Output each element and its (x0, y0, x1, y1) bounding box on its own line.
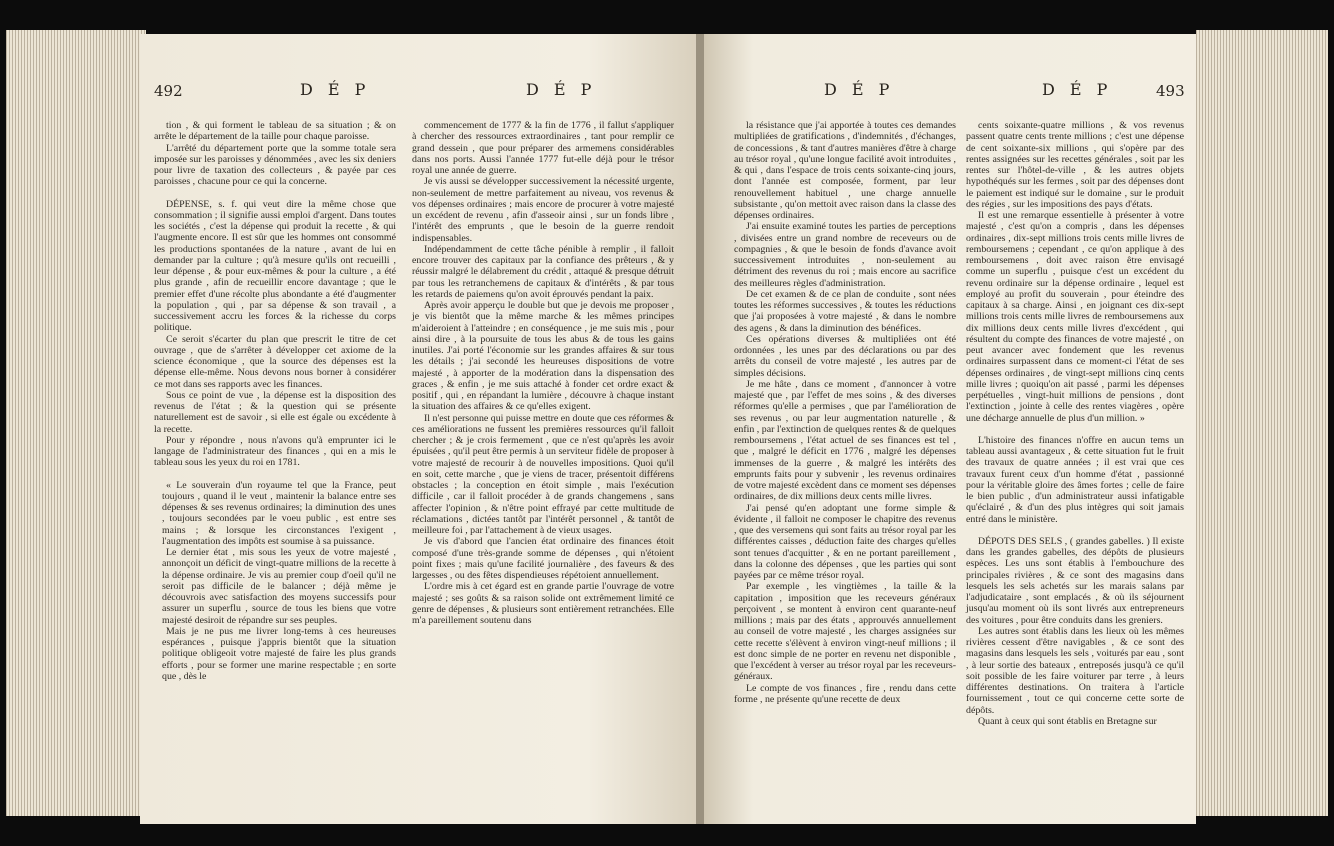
paragraph: cents soixante-quatre millions , & vos revenus passent quatre cents trente millions ; c'est une dépense de cent soixante-six millions , qui s'opère par des rentes assignées sur les recettes générales , soit par les rentes sur l'hôtel-de-ville , & les autres objets hypothéqués sur les fermes , soit par des dépenses dont le paiement est indiqué sur le domaine , sur le produit des régies , sur les impositions des pays d'états. (966, 120, 1184, 210)
right-page-column-1 (734, 120, 956, 705)
paragraph: Ces opérations diverses & multipliées ont été ordonnées , les unes par des déclarations ou par des arrêts du conseil de votre majesté , les autres par de simples décisions. (734, 333, 956, 379)
paragraph: L'ordre mis à cet égard est en grande partie l'ouvrage de votre majesté ; ses goûts & sa raison solide ont extrêmement limité ce genre de dépenses , & plusieurs sont entièrement retranchées. Elle m'a pareillement soutenu dans (412, 581, 674, 626)
paragraph: Il n'est personne qui puisse mettre en doute que ces réformes & ces améliorations ne fussent les premières ressources qu'il falloit chercher ; & je crois fermement , que ce n'est qu'après les avoir épuisées , qu'il peut être permis à un serviteur fidèle de proposer à votre majesté de recourir à de nouvelles impositions. Quoi qu'il en soit, cette marche , que je viens de tracer, présentoit différens obstacles ; la conception en étoit simple , mais l'exécution difficile , car il falloit procéder à de grands changemens , sans affecter l'opinion , & n'être point effrayé par cette multitude de réclamations , dictées tantôt par l'intérêt personnel , & tantôt de meilleure foi , par l'attachement à de vieux usages. (412, 412, 674, 536)
paragraph: L'histoire des finances n'offre en aucun tems un tableau aussi avantageux , & cette situation fut le fruit des travaux de quatre années ; il est vrai que ces travaux furent ceux d'un homme d'état , passionné pour la véritable gloire des âmes fortes ; celle de faire le bien public , d'un administrateur aussi infatigable qu'éclairé , & d'un des plus intègres qui soit jamais entré dans le ministère. (966, 434, 1184, 525)
left-page-column-1 (154, 120, 396, 682)
running-header-right-1: D É P (824, 80, 895, 99)
paragraph: Pour y répondre , nous n'avons qu'à emprunter ici le langage de l'administrateur des finances , qui en a mis le tableau sous les yeux du roi en 1781. (154, 434, 396, 469)
page-number-right: 493 (1156, 82, 1185, 100)
paragraph: Quant à ceux qui sont établis en Bretagne sur (978, 715, 1157, 727)
right-page-edges (1196, 30, 1328, 816)
left-page (140, 34, 700, 824)
open-book (6, 4, 1328, 842)
paragraph: tion , & qui forment le tableau de sa situation ; & on arrête le département de la taille pour chaque paroisse. (154, 120, 396, 143)
running-header-left-1: D É P (300, 80, 371, 99)
paragraph: Par exemple , les vingtièmes , la taille & la capitation , imposition que les receveurs généraux perçoivent , se montent à environ cent quarante-neuf millions ; mais par des états , approuvés annuellement au conseil de votre majesté , les charges assignées sur cette recette s'élèvent à environ vingt-neuf millions ; il est donc simple de ne porter en revenu net disponible , que l'excédent à verser au trésor royal par les receveurs-généraux. (734, 581, 956, 683)
running-header-right-2: D É P (1042, 80, 1113, 99)
paragraph: Après avoir apperçu le double but que je devois me proposer , je vis bientôt que la même marche & les mêmes principes m'aideroient à l'atteindre ; en conséquence , je me suis mis , pour ainsi dire , à la poursuite de tous les abus & de tous les gains inutiles. J'ai porté l'économie sur les grandes affaires & sur tous les détails ; j'ai secondé les heureuses dispositions de votre majesté , à apporter de la modération dans la dispensation des graces , & enfin , je me suis attaché à fonder cet ordre exact & positif , qui , en répandant la lumière , découvre à chaque instant la situation des affaires & ce qu'elles exigent. (412, 300, 674, 413)
paragraph: DÉPOTS DES SELS , ( grandes gabelles. ) Il existe dans les grandes gabelles, des dépôts de plusieurs espèces. Les uns sont établis à l'embouchure des principales rivières , & ce sont des magasins dans lesquels les sels achetés sur les marais salans par l'adjudicataire , sont emplacés , & où ils séjournent jusqu'au moment où ils sont livrés aux entrepreneurs des voitures , pour être conduits dans les greniers. (966, 535, 1184, 626)
paragraph: Le compte de vos finances , fire , rendu dans cette forme , ne présente qu'une recette de deux (734, 682, 956, 705)
paragraph: « Le souverain d'un royaume tel que la France, peut toujours , quand il le veut , maintenir la balance entre ses dépenses & ses revenus ordinaires; la diminution des unes , toujours secondées par le voeu public , est entre ses mains ; & lorsque les circonstances l'exigent , l'augmentation des impôts est soumise à sa puissance. (162, 479, 396, 547)
paragraph: Ce seroit s'écarter du plan que prescrit le titre de cet ouvrage , que de s'arrêter à développer cet axiome de la science économique , que la source des dépenses est la dépense elle-même. Nous devons nous borner à considérer ce mot dans ses rapports avec les finances. (154, 333, 396, 390)
right-page (704, 34, 1196, 824)
paragraph: L'arrêté du département porte que la somme totale sera imposée sur les paroisses y dénommées , avec les six deniers pour livre de taxation des collecteurs , & payée par ces paroisses , chacune pour ce qui la concerne. (154, 142, 396, 188)
paragraph: Je vis d'abord que l'ancien état ordinaire des finances étoit composé d'une très-grande somme de dépenses , qui n'étoient point fixes ; mais qu'une facilité journalière , des faveurs & des largesses , ou des fêtes dispendieuses répétoient annuellement. (412, 536, 674, 581)
paragraph: DÉPENSE, s. f. qui veut dire la même chose que consommation ; il signifie aussi emploi d'argent. Dans toutes les sociétés , c'est la dépense qui produit la recette , & qui l'augmente encore. Il est sûr que les hommes ont consommé les productions spontanées de la nature , avant de lui en demander par la culture ; qu'à mesure qu'ils ont recueilli , leur dépense , & pour eux-mêmes & pour la culture , a été plus grande , afin de recueillir encore davantage ; que le premier effet d'une récolte plus abondante a été d'augmenter la population , qui , par sa dépense & son travail , a successivement accru les forces & la richesse du corps politique. (154, 198, 396, 334)
paragraph: J'ai pensé qu'en adoptant une forme simple & évidente , il falloit ne composer le chapitre des revenus , que des versemens qui sont faits au trésor royal par les différentes caisses , déduction faite des charges qu'elles sont tenues d'acquitter , & en ne portant pareillement , dans la colonne des dépenses , que les parties qui sont payées par ce même trésor royal. (734, 502, 956, 581)
paragraph: Les autres sont établis dans les lieux où les mêmes rivières cessent d'être navigables , & ce sont des magasins dans lesquels les sels , voiturés par eau , sont , à leur sortie des bateaux , entreposés jusqu'à ce qu'il soit possible de les faire voiturer par terre , à leurs différentes destinations. On traitera à l'article fournissement , tout ce qui concerne cette sorte de dépôts. (966, 625, 1184, 716)
paragraph: Le dernier état , mis sous les yeux de votre majesté , annonçoit un déficit de vingt-quatre millions de la recette à la dépense ordinaire. Je vis au premier coup d'oeil qu'il ne seroit pas difficile de le balancer ; déjà même je découvrois avec satisfaction des moyens successifs pour assurer un superflu , source de tous les biens que votre majesté desiroit de répandre sur ses peuples. (162, 547, 396, 626)
paragraph: Je me hâte , dans ce moment , d'annoncer à votre majesté que , par l'effet de mes soins , & des diverses réformes qu'elle a permises , que par l'amélioration de ses revenus , ou par leur augmentation naturelle , & enfin , par l'extinction de quelques rentes & de quelques remboursemens , l'état actuel de ses finances est tel , que , malgré le déficit en 1776 , malgré les dépenses immenses de la guerre , & malgré les intérêts des emprunts faits pour y subvenir , les revenus ordinaires de votre majesté excèdent dans ce moment ses dépenses ordinaires, de dix millions deux cents mille livres. (734, 378, 956, 503)
left-page-column-2 (412, 120, 674, 626)
paragraph: Mais je ne pus me livrer long-tems à ces heureuses espérances , puisque j'appris bientôt que la situation politique obligeoit votre majesté de faire les plus grands efforts , pour se former une marine respectable ; en sorte que , dès le (162, 625, 396, 682)
paragraph: la résistance que j'ai apportée à toutes ces demandes multipliées de gratifications , d'indemnités , d'échanges, de concessions , & tant d'autres manières d'être à charge au trésor royal , qu'une longue facilité avoit introduites , & qui , dans l'espace de trois cents soixante-cinq jours, dont l'année est composée, forment, par leur renouvellement habituel , une charge annuelle subsistante , qu'on mettoit avec raison dans la classe des dépenses ordinaires. (734, 120, 956, 221)
paragraph: Sous ce point de vue , la dépense est la disposition des revenus de l'état ; & la question qui se présente naturellement est de savoir , si elle est égale ou excédente à la recette. (154, 389, 396, 435)
left-page-edges (6, 30, 146, 816)
page-number-left: 492 (154, 82, 183, 100)
right-page-column-2 (966, 120, 1184, 727)
running-header-left-2: D É P (526, 80, 597, 99)
paragraph: J'ai ensuite examiné toutes les parties de perceptions , divisées entre un grand nombre de receveurs ou de compagnies , & que le besoin de fonds d'avance avoit successivement introduites , non-seulement au détriment des revenus du roi ; mais encore au sacrifice des meilleures règles d'administration. (734, 221, 956, 289)
paragraph: Indépendamment de cette tâche pénible à remplir , il falloit encore trouver des capitaux par la confiance des prêteurs , & y réussir malgré le délabrement du crédit , attaqué & presque détruit par tous les retranchemens de capitaux & d'intérêts , & par tous les retards de paiemens qu'on avoit éprouvés pendant la paix. (412, 243, 674, 300)
paragraph: De cet examen & de ce plan de conduite , sont nées toutes les réformes successives , & toutes les réductions que j'ai proposées à votre majesté , & dans le nombre des agens , & dans la diminution des bénéfices. (734, 288, 956, 334)
paragraph: Il est une remarque essentielle à présenter à votre majesté , c'est qu'on a compris , dans les dépenses ordinaires , dix-sept millions trois cents mille livres de remboursemens ; cependant , ce qu'on applique à des remboursemens , doit avec raison être envisagé comme un superflu , puisque c'est un excédent du revenu ordinaire sur la dépense ordinaire , lequel est employé au profit du souverain , pour éteindre des capitaux à sa charge. Ainsi , en joignant ces dix-sept millions trois cents mille livres de remboursemens aux dix millions deux cents mille livres d'excédent , qui résultent du compte des finances de votre majesté , on peut avancer avec fondement que les revenus ordinaires surpassent dans ce moment-ci l'état de ses dépenses ordinaires , de vingt-sept millions cinq cents mille livres ; quoiqu'on ait passé , parmi les dépenses perpétuelles , vingt-huit millions de pensions , dont l'extinction , jointe à celle des rentes viagères , opère une décharge annuelle de plus d'un million. » (966, 210, 1184, 424)
paragraph: Je vis aussi se développer successivement la nécessité urgente, non-seulement de mettre parfaitement au niveau, vos revenus & vos dépenses ordinaires ; mais encore de procurer à votre majesté un excédent de revenu , afin d'asseoir ainsi , sur un fonds libre , l'intérêt des emprunts , que le besoin de la guerre rendoit indispensables. (412, 176, 674, 244)
paragraph: commencement de 1777 & la fin de 1776 , il fallut s'appliquer à chercher des ressources extraordinaires , tant pour remplir ce grand dessein , que pour préparer des armemens considérables dans nos ports. Aussi l'année 1777 fut-elle déjà pour le trésor royal une année de guerre. (412, 120, 674, 176)
